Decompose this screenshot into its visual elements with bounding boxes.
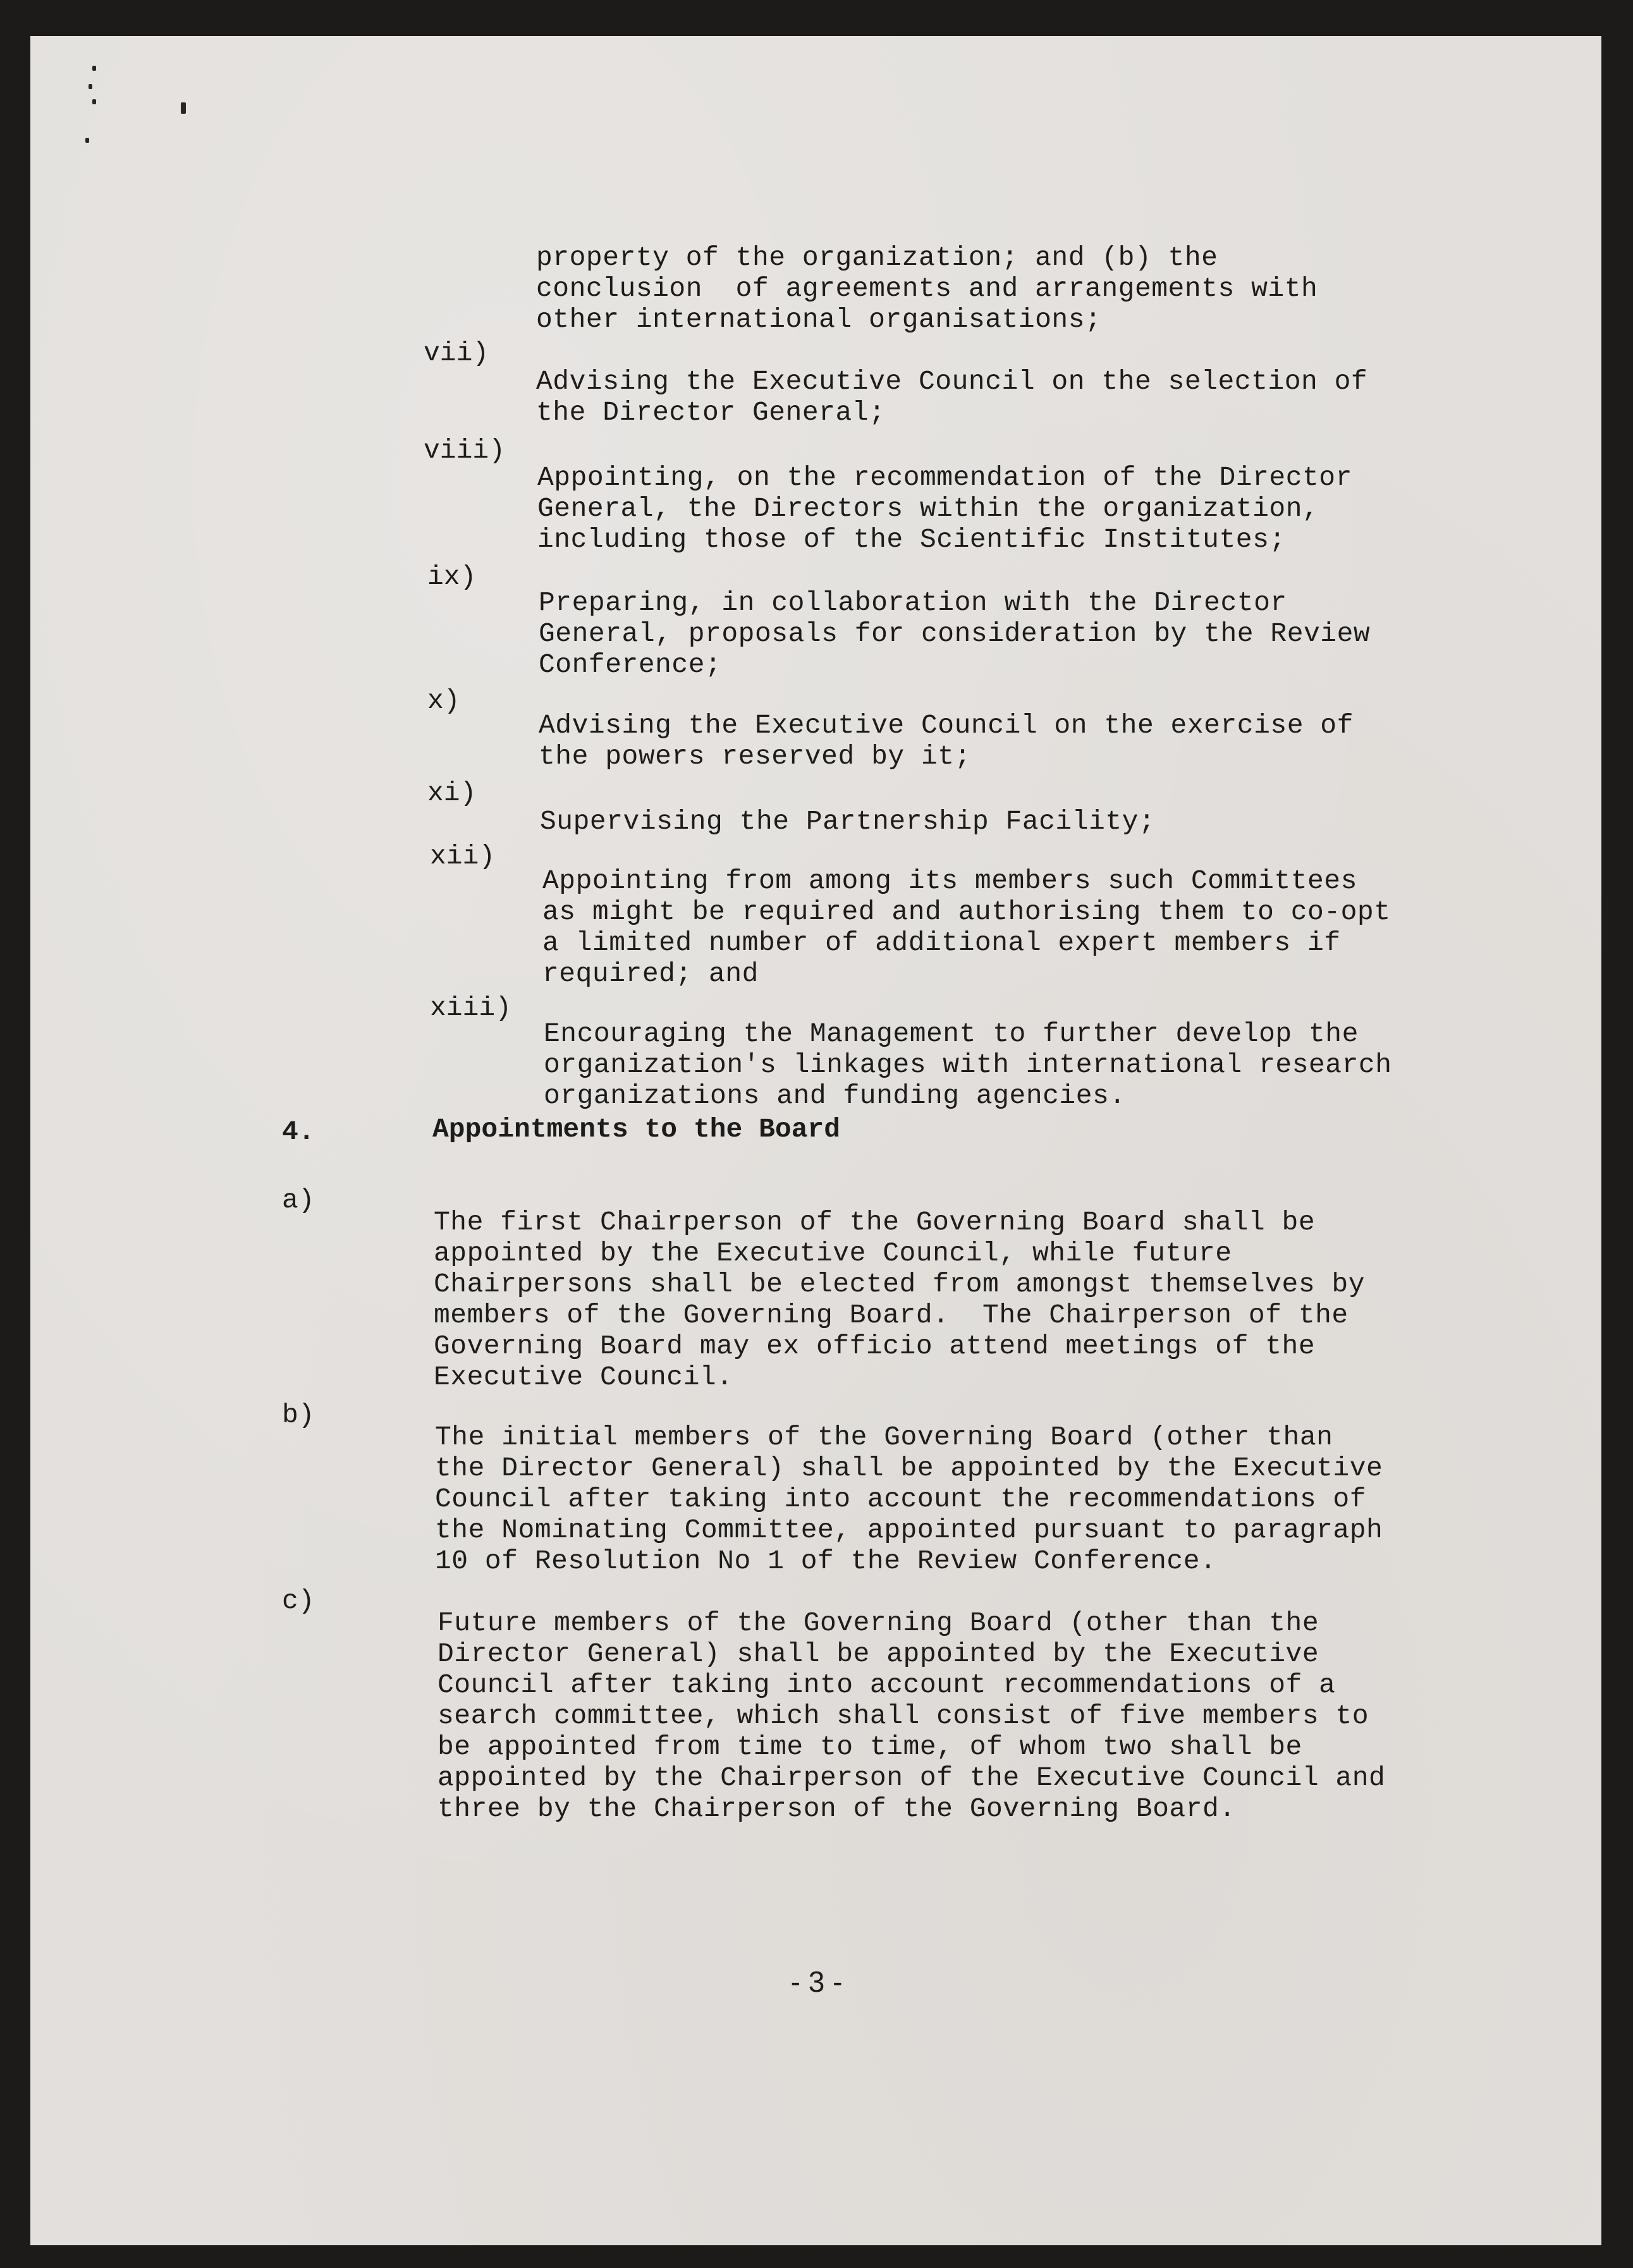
text-line: Appointing, on the recommendation of the Director bbox=[537, 462, 1352, 493]
text-line: Council after taking into account recommendations of a bbox=[437, 1669, 1336, 1700]
text-line: Encouraging the Management to further develop the bbox=[544, 1018, 1359, 1049]
punch-mark bbox=[92, 66, 96, 71]
paragraph-marker: c) bbox=[282, 1585, 315, 1616]
text-line: 10 of Resolution No 1 of the Review Conference. bbox=[435, 1546, 1217, 1576]
list-marker: x) bbox=[427, 685, 460, 716]
list-marker: viii) bbox=[424, 435, 506, 466]
section-heading: Appointments to the Board bbox=[432, 1114, 841, 1145]
text-line: search committee, which shall consist of five members to bbox=[437, 1700, 1369, 1731]
text-line: as might be required and authorising them to co-opt bbox=[542, 896, 1391, 927]
paragraph bbox=[437, 1576, 1385, 1855]
text-line: Executive Council. bbox=[434, 1362, 733, 1393]
text-line: The initial members of the Governing Board (other than bbox=[435, 1422, 1333, 1453]
section-number: 4. bbox=[282, 1116, 315, 1147]
list-marker: ix) bbox=[427, 561, 477, 592]
text-line: the Director General) shall be appointed by the Executive bbox=[435, 1453, 1383, 1484]
paragraph bbox=[434, 1176, 1365, 1424]
text-line: other international organisations; bbox=[536, 304, 1102, 335]
text-line: organizations and funding agencies. bbox=[544, 1080, 1126, 1111]
text-line: appointed by the Executive Council, while future bbox=[434, 1238, 1232, 1269]
text-line: the Director General; bbox=[536, 397, 886, 428]
text-line: members of the Governing Board. The Chairperson of the bbox=[434, 1300, 1349, 1331]
paragraph-marker: a) bbox=[282, 1185, 315, 1216]
text-line: Council after taking into account the recommendations of bbox=[435, 1484, 1367, 1515]
text-line: organization's linkages with international research bbox=[544, 1049, 1392, 1080]
text-line: the powers reserved by it; bbox=[539, 741, 971, 772]
list-marker: xi) bbox=[427, 777, 477, 808]
text-line: Preparing, in collaboration with the Director bbox=[539, 587, 1287, 618]
text-line: Supervising the Partnership Facility; bbox=[540, 806, 1156, 837]
paragraph-marker: b) bbox=[282, 1399, 315, 1430]
text-line: General, proposals for consideration by the Review bbox=[539, 618, 1371, 649]
text-line: a limited number of additional expert members if bbox=[542, 927, 1341, 958]
text-line: General, the Directors within the organization, bbox=[537, 493, 1319, 524]
page-number: - 3 - bbox=[790, 1965, 843, 1998]
paragraph bbox=[435, 1391, 1383, 1607]
text-line: Future members of the Governing Board (other than the bbox=[437, 1607, 1319, 1638]
text-line: Governing Board may ex officio attend meetings of the bbox=[434, 1331, 1316, 1362]
text-line: required; and bbox=[542, 958, 759, 989]
text-line: three by the Chairperson of the Governing Board. bbox=[437, 1793, 1236, 1824]
text-line: Advising the Executive Council on the selection of bbox=[536, 366, 1368, 397]
punch-mark bbox=[181, 102, 186, 114]
text-line: property of the organization; and (b) the bbox=[536, 242, 1218, 273]
text-line: Advising the Executive Council on the exercise of bbox=[539, 710, 1354, 741]
punch-mark bbox=[92, 99, 96, 104]
punch-mark bbox=[85, 138, 89, 143]
punch-mark bbox=[89, 84, 92, 89]
text-line: Conference; bbox=[539, 649, 722, 680]
list-marker: vii) bbox=[424, 338, 489, 369]
text-line: Chairpersons shall be elected from amongst themselves by bbox=[434, 1269, 1366, 1300]
text-line: including those of the Scientific Institutes; bbox=[537, 524, 1286, 555]
text-line: appointed by the Chairperson of the Executive Council and bbox=[437, 1762, 1386, 1793]
text-line: conclusion of agreements and arrangements with bbox=[536, 273, 1318, 304]
text-line: The first Chairperson of the Governing Board shall be bbox=[434, 1207, 1316, 1238]
text-line: the Nominating Committee, appointed pursuant to paragraph bbox=[435, 1515, 1383, 1546]
text-line: Appointing from among its members such Committees bbox=[542, 865, 1357, 896]
text-line: Director General) shall be appointed by the Executive bbox=[437, 1638, 1319, 1669]
text-line: be appointed from time to time, of whom two shall be bbox=[437, 1731, 1302, 1762]
list-marker: xiii) bbox=[430, 992, 512, 1023]
list-marker: xii) bbox=[430, 841, 496, 872]
